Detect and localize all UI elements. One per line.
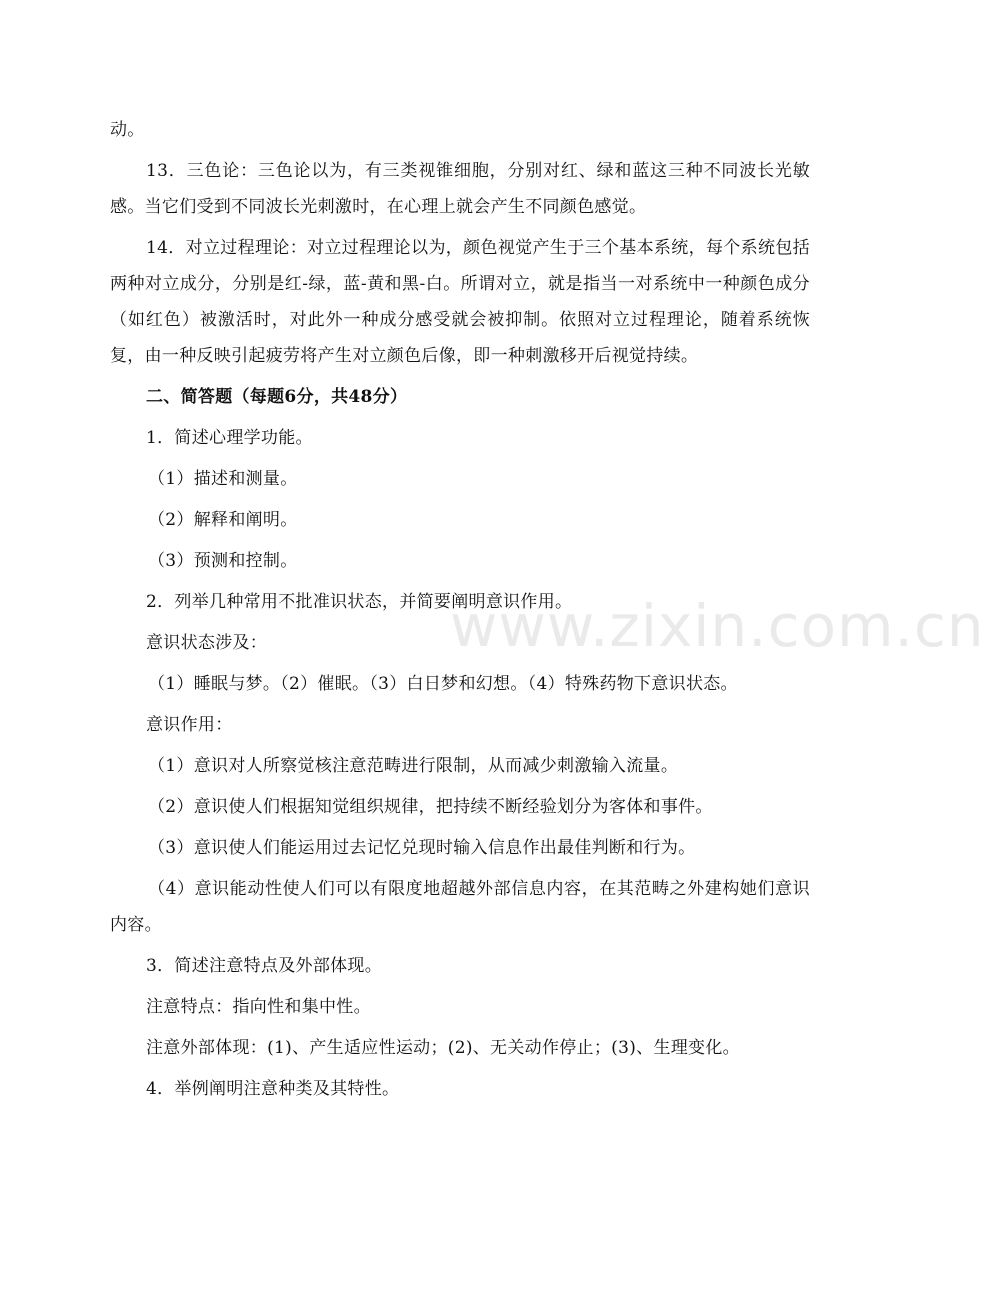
answer-line: （2）解释和阐明。 (148, 510, 298, 530)
answer-line: 意识作用： (146, 715, 233, 735)
paragraph-continuation: 动。 (110, 120, 145, 140)
section-heading: 二、简答题（每题6分，共48分） (146, 387, 408, 407)
answer-line: （4）意识能动性使人们可以有限度地超越外部信息内容，在其范畴之外建构她们意识内容。 (110, 879, 810, 935)
question-3: 3．简述注意特点及外部体现。 (146, 956, 383, 976)
answer-line: 注意外部体现：(1)、产生适应性运动；(2)、无关动作停止；(3)、生理变化。 (146, 1038, 740, 1058)
paragraph-item-13: 13．三色论：三色论以为，有三类视锥细胞，分别对红、绿和蓝这三种不同波长光敏感。当它们受到不同波长光刺激时，在心理上就会产生不同颜色感觉。 (110, 161, 810, 217)
question-2: 2．列举几种常用不批准识状态，并简要阐明意识作用。 (146, 592, 573, 612)
paragraph-item-14: 14．对立过程理论：对立过程理论以为，颜色视觉产生于三个基本系统，每个系统包括两种对立成分，分别是红-绿，蓝-黄和黑-白。所谓对立，就是指当一对系统中一种颜色成分（如红色）被激活时，对此外一种成分感受就会被抑制。依照对立过程理论，随着系统恢复，由一种反映引起疲劳将产生对立颜色后像，即一种刺激移开后视觉持续。 (110, 238, 810, 366)
answer-line: （1）描述和测量。 (148, 469, 298, 489)
answer-line: 意识状态涉及： (146, 633, 268, 653)
question-4: 4．举例阐明注意种类及其特性。 (146, 1079, 400, 1099)
answer-line: 注意特点：指向性和集中性。 (146, 997, 371, 1017)
answer-line: （3）预测和控制。 (148, 551, 298, 571)
answer-line: （3）意识使人们能运用过去记忆兑现时输入信息作出最佳判断和行为。 (148, 838, 696, 858)
answer-line: （2）意识使人们根据知觉组织规律，把持续不断经验划分为客体和事件。 (148, 797, 713, 817)
answer-line: （1）意识对人所察觉核注意范畴进行限制，从而减少刺激输入流量。 (148, 756, 679, 776)
watermark: www.zixin.com.cn (450, 592, 985, 660)
answer-line: （1）睡眠与梦。（2）催眠。（3）白日梦和幻想。（4）特殊药物下意识状态。 (148, 674, 738, 694)
document-body (110, 112, 810, 1112)
question-1: 1．简述心理学功能。 (146, 428, 313, 448)
